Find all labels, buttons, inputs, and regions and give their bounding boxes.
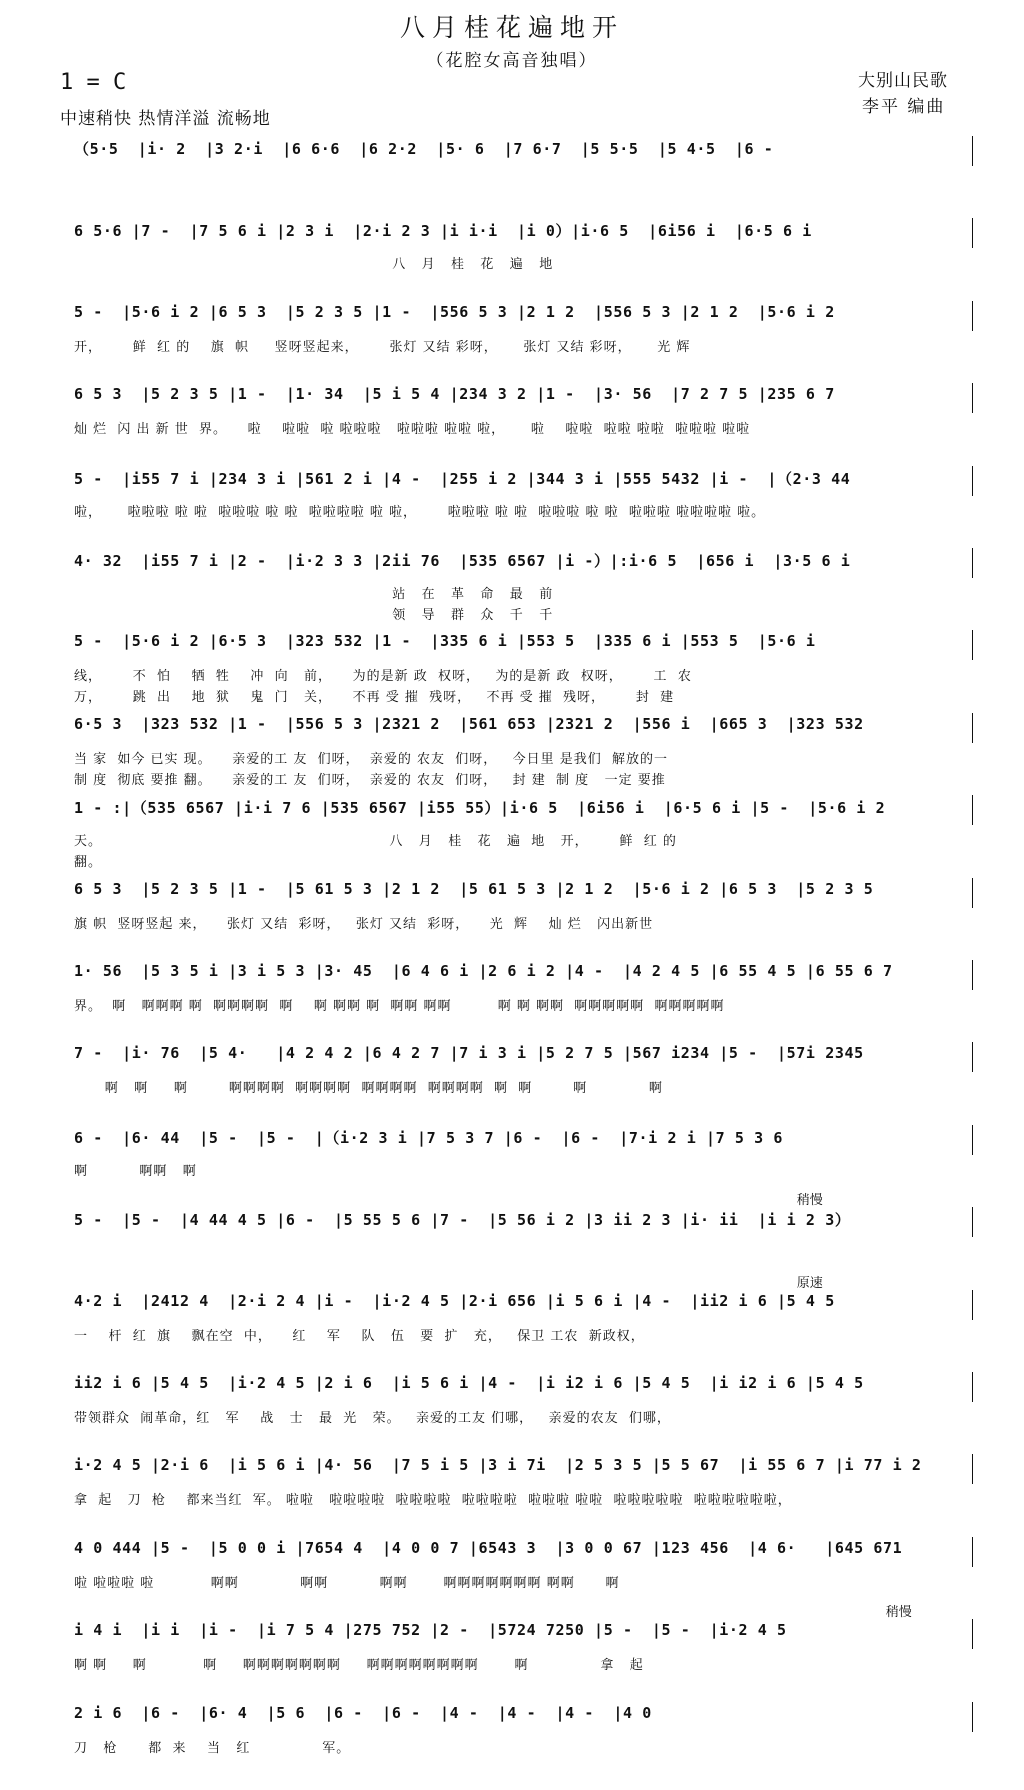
notation-system [0, 1704, 1024, 1790]
lyrics-line-1: 站 在 革 命 最 前 [74, 587, 554, 602]
lyrics-line-1: 线， 不 怕 牺 牲 冲 向 前， 为的是新 政 权呀， 为的是新 政 权呀， 工 农 [74, 669, 692, 684]
tempo-change-mark: 稍慢 [885, 1605, 912, 1620]
notation-line: 1 - :|（535 6567 |i·i 7 6 |535 6567 |i55 55）|i·6 5 |6i56 i |6·5 6 i |5 - |5·6 i 2 [74, 799, 886, 817]
system-end-barline [972, 218, 973, 248]
notation-line: 4· 32 |i55 7 i |2 - |i·2 3 3 |2ii 76 |535 6567 |i -）|:i·6 5 |656 i |3·5 6 i [74, 552, 851, 570]
notation-line: 6 5 3 |5 2 3 5 |1 - |5 61 5 3 |2 1 2 |5 61 5 3 |2 1 2 |5·6 i 2 |6 5 3 |5 2 3 5 [74, 880, 874, 898]
notation-line: 5 - |5·6 i 2 |6 5 3 |5 2 3 5 |1 - |556 5 3 |2 1 2 |556 5 3 |2 1 2 |5·6 i 2 [74, 303, 835, 321]
notation-system [0, 715, 1024, 801]
lyrics-line-1: 天。 八 月 桂 花 遍 地 开， 鲜 红 的 [74, 834, 677, 849]
notation-line: （5·5 |i· 2 |3 2·i |6 6·6 |6 2·2 |5· 6 |7 6·7 |5 5·5 |5 4·5 |6 - [74, 140, 774, 158]
lyrics-line-1: 带领群众 闹革命，红 军 战 士 最 光 荣。 亲爱的工友 们哪， 亲爱的农友 们哪， [74, 1411, 671, 1426]
notation-system [0, 1539, 1024, 1625]
song-title: 八月桂花遍地开 [399, 13, 624, 42]
lyrics-line-1: 当 家 如今 已实 现。 亲爱的工 友 们呀， 亲爱的 农友 们呀， 今日里 是我们 解放的一 [74, 752, 669, 767]
system-end-barline [972, 960, 973, 990]
system-end-barline [972, 1290, 973, 1320]
system-end-barline [972, 713, 973, 743]
notation-system [0, 138, 1024, 224]
song-origin: 大别山民歌 [858, 71, 948, 91]
lyrics-line-1: 八 月 桂 花 遍 地 [74, 257, 554, 272]
lyrics-line-2: 制 度 彻底 要推 翻。 亲爱的工 友 们呀， 亲爱的 农友 们呀， 封 建 制 度 一定 要推 [74, 773, 666, 788]
lyrics-line-2: 万， 跳 出 地 狱 鬼 门 关， 不再 受 摧 残呀， 不再 受 摧 残呀， 封 建 [74, 690, 675, 705]
lyrics-line-1: 啊 啊啊 啊 [74, 1164, 197, 1179]
notation-system [0, 220, 1024, 306]
system-end-barline [972, 795, 973, 825]
arranger-credit: 李平 编曲 [862, 97, 946, 117]
lyrics-line-1: 灿 烂 闪 出 新 世 界。 啦 啦啦 啦 啦啦啦 啦啦啦 啦啦 啦， 啦 啦啦 啦啦 啦啦 啦啦啦 啦啦 [74, 422, 751, 437]
notation-system [0, 1605, 1024, 1707]
system-end-barline [972, 383, 973, 413]
notation-line: 7 - |i· 76 |5 4· |4 2 4 2 |6 4 2 7 |7 i 3 i |5 2 7 5 |567 i234 |5 - |57i 2345 [74, 1044, 864, 1062]
lyrics-line-1: 开， 鲜 红 的 旗 帜 竖呀竖起来， 张灯 又结 彩呀， 张灯 又结 彩呀， 光 辉 [74, 340, 691, 355]
system-end-barline [972, 1042, 973, 1072]
notation-system [0, 1276, 1024, 1378]
lyrics-line-1: 啦， 啦啦啦 啦 啦 啦啦啦 啦 啦 啦啦啦啦 啦 啦， 啦啦啦 啦 啦 啦啦啦 啦 啦 啦啦啦 啦啦啦啦 啦。 [74, 505, 766, 520]
notation-system [0, 468, 1024, 554]
lyrics-line-1: 啊 啊 啊 啊啊啊啊 啊啊啊啊 啊啊啊啊 啊啊啊啊 啊 啊 啊 啊 [74, 1081, 663, 1096]
notation-system [0, 1044, 1024, 1130]
system-end-barline [972, 1372, 973, 1402]
notation-system [0, 550, 1024, 636]
system-end-barline [972, 1619, 973, 1649]
notation-line: 6 - |6· 44 |5 - |5 - |（i·2 3 i |7 5 3 7 |6 - |6 - |7·i 2 i |7 5 3 6 [74, 1129, 784, 1147]
song-subtitle: （花腔女高音独唱） [426, 51, 598, 71]
tempo-marking: 中速稍快 热情洋溢 流畅地 [60, 109, 271, 129]
tempo-change-mark: 稍慢 [796, 1193, 823, 1208]
notation-system [0, 962, 1024, 1048]
notation-line: 1· 56 |5 3 5 i |3 i 5 3 |3· 45 |6 4 6 i |2 6 i 2 |4 - |4 2 4 5 |6 55 4 5 |6 55 6 7 [74, 962, 893, 980]
notation-system [0, 880, 1024, 966]
notation-line: ii2 i 6 |5 4 5 |i·2 4 5 |2 i 6 |i 5 6 i |4 - |i i2 i 6 |5 4 5 |i i2 i 6 |5 4 5 [74, 1374, 864, 1392]
notation-system [0, 632, 1024, 718]
lyrics-line-1: 拿 起 刀 枪 都来当红 军。 啦啦 啦啦啦啦 啦啦啦啦 啦啦啦啦 啦啦啦 啦啦 啦啦啦啦啦 啦啦啦啦啦啦， [74, 1493, 792, 1508]
lyrics-line-2: 翻。 [74, 855, 103, 870]
lyrics-line-1: 啦 啦啦啦 啦 啊啊 啊啊 啊啊 啊啊啊啊啊啊啊 啊啊 啊 [74, 1576, 620, 1591]
notation-system [0, 1456, 1024, 1542]
system-end-barline [972, 136, 973, 166]
notation-line: i 4 i |i i |i - |i 7 5 4 |275 752 |2 - |5724 7250 |5 - |5 - |i·2 4 5 [74, 1621, 787, 1639]
lyrics-line-2: 领 导 群 众 千 千 [74, 608, 554, 623]
notation-line: 5 - |5·6 i 2 |6·5 3 |323 532 |1 - |335 6 i |553 5 |335 6 i |553 5 |5·6 i [74, 632, 816, 650]
system-end-barline [972, 1454, 973, 1484]
notation-system [0, 797, 1024, 883]
system-end-barline [972, 1537, 973, 1567]
notation-line: 6 5·6 |7 - |7 5 6 i |2 3 i |2·i 2 3 |i i·i |i 0）|i·6 5 |6i56 i |6·5 6 i [74, 222, 812, 240]
notation-system [0, 1193, 1024, 1295]
notation-line: 5 - |5 - |4 44 4 5 |6 - |5 55 5 6 |7 - |5 56 i 2 |3 ii 2 3 |i· ii |i i 2 3） [74, 1211, 851, 1229]
system-end-barline [972, 301, 973, 331]
notation-system [0, 1127, 1024, 1213]
system-end-barline [972, 1125, 973, 1155]
notation-system [0, 303, 1024, 389]
notation-line: 6 5 3 |5 2 3 5 |1 - |1· 34 |5 i 5 4 |234 3 2 |1 - |3· 56 |7 2 7 5 |235 6 7 [74, 385, 835, 403]
system-end-barline [972, 466, 973, 496]
notation-line: 4·2 i |2412 4 |2·i 2 4 |i - |i·2 4 5 |2·i 656 |i 5 6 i |4 - |ii2 i 6 |5 4 5 [74, 1292, 835, 1310]
notation-line: 5 - |i55 7 i |234 3 i |561 2 i |4 - |255 i 2 |344 3 i |555 5432 |i - |（2·3 44 [74, 470, 851, 488]
system-end-barline [972, 1207, 973, 1237]
tempo-change-mark: 原速 [796, 1276, 823, 1291]
system-end-barline [972, 548, 973, 578]
system-end-barline [972, 1702, 973, 1732]
key-signature: 1 = C [60, 70, 127, 95]
lyrics-line-1: 旗 帜 竖呀竖起 来， 张灯 又结 彩呀， 张灯 又结 彩呀， 光 辉 灿 烂 闪出新世 [74, 917, 654, 932]
lyrics-line-1: 刀 枪 都 来 当 红 军。 [74, 1741, 351, 1756]
notation-line: i·2 4 5 |2·i 6 |i 5 6 i |4· 56 |7 5 i 5 |3 i 7i |2 5 3 5 |5 5 67 |i 55 6 7 |i 77 i 2 [74, 1456, 922, 1474]
lyrics-line-1: 啊 啊 啊 啊 啊啊啊啊啊啊啊 啊啊啊啊啊啊啊啊 啊 拿 起 [74, 1658, 644, 1673]
notation-line: 4 0 444 |5 - |5 0 0 i |7654 4 |4 0 0 7 |6543 3 |3 0 0 67 |123 456 |4 6· |645 671 [74, 1539, 903, 1557]
notation-line: 2 i 6 |6 - |6· 4 |5 6 |6 - |6 - |4 - |4 - |4 - |4 0 [74, 1704, 652, 1722]
notation-system [0, 1374, 1024, 1460]
system-end-barline [972, 630, 973, 660]
notation-system [0, 385, 1024, 471]
lyrics-line-1: 界。 啊 啊啊啊 啊 啊啊啊啊 啊 啊 啊啊 啊 啊啊 啊啊 啊 啊 啊啊 啊啊啊啊啊 啊啊啊啊啊 [74, 999, 725, 1014]
system-end-barline [972, 878, 973, 908]
notation-line: 6·5 3 |323 532 |1 - |556 5 3 |2321 2 |561 653 |2321 2 |556 i |665 3 |323 532 [74, 715, 864, 733]
lyrics-line-1: 一 杆 红 旗 飘在空 中， 红 军 队 伍 要 扩 充， 保卫 工农 新政权， [74, 1329, 645, 1344]
